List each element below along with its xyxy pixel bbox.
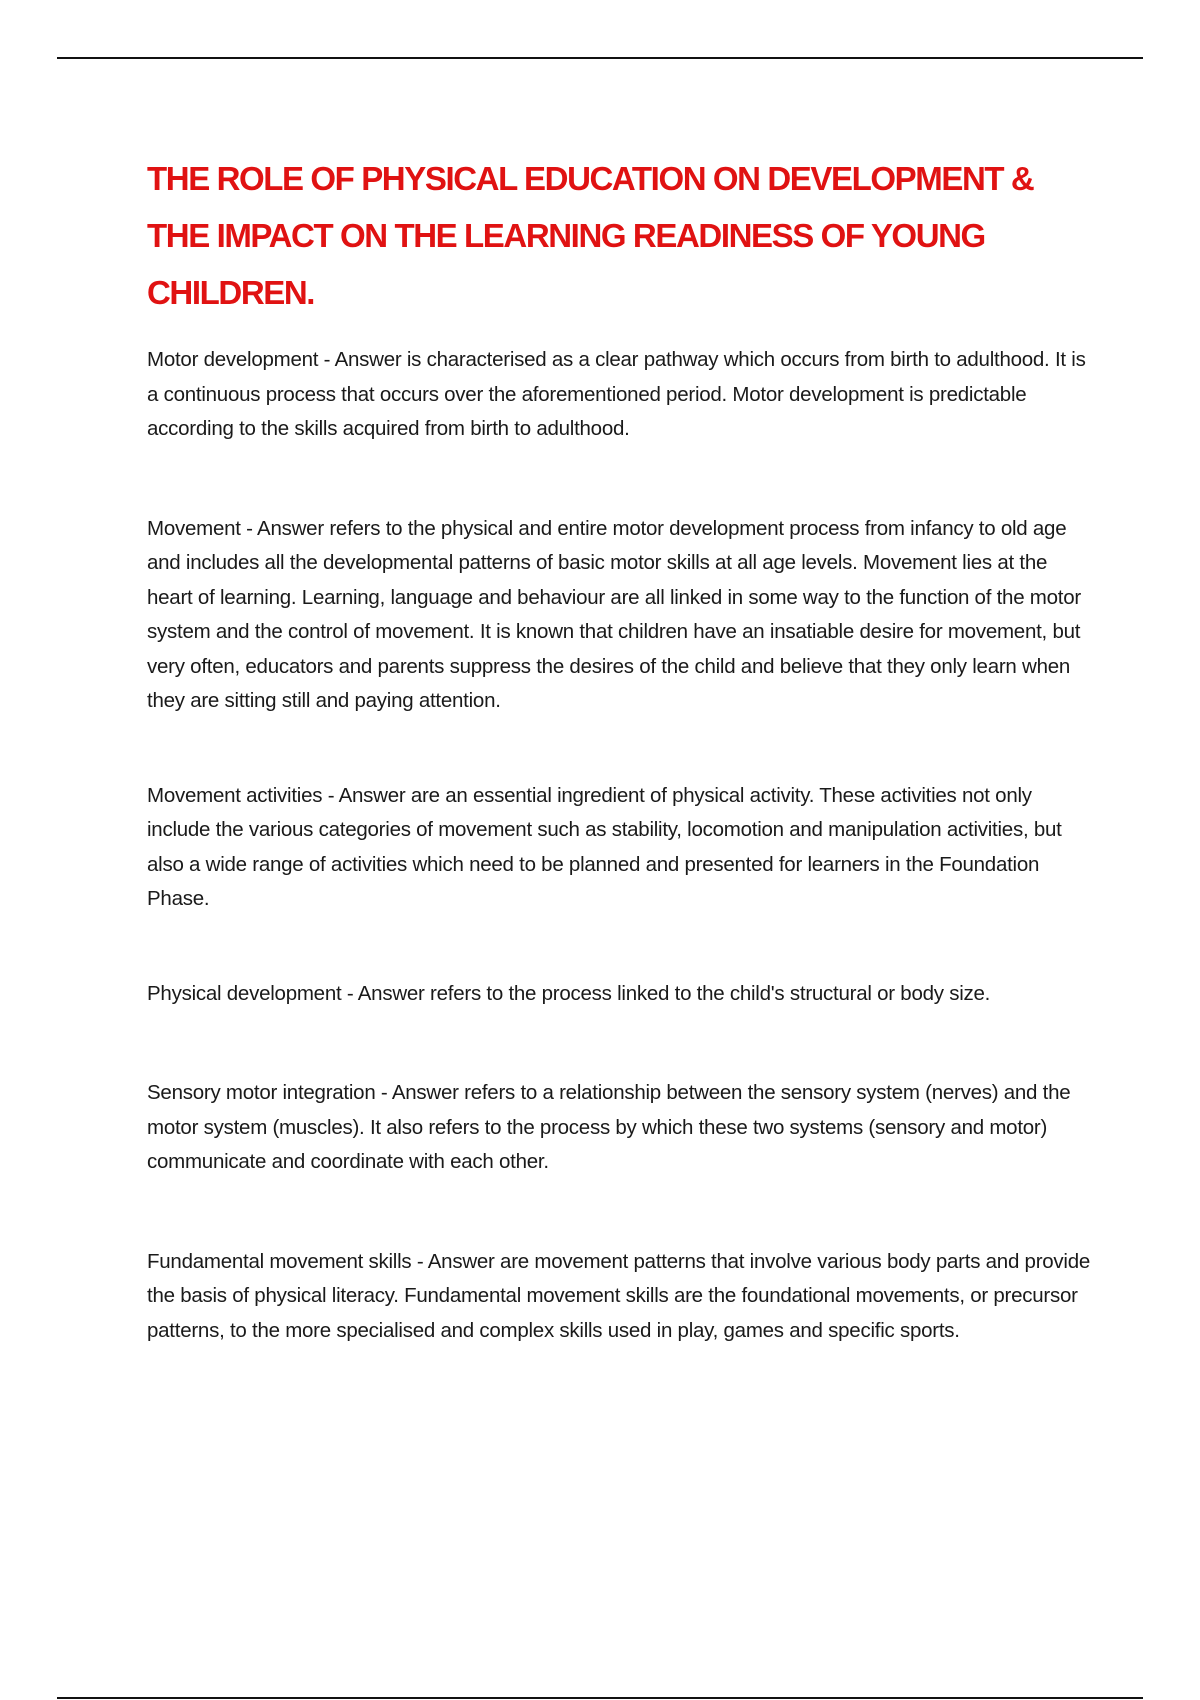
document-body	[147, 150, 1097, 1413]
bottom-rule	[57, 1697, 1143, 1699]
document-title: THE ROLE OF PHYSICAL EDUCATION ON DEVELOPMENT & THE IMPACT ON THE LEARNING READINESS OF YOUNG CHILDREN.	[147, 160, 1034, 311]
entry-fundamental-movement-skills: Fundamental movement skills - Answer are movement patterns that involve various body parts and provide the basis of physical literacy. Fundamental movement skills are the foundational movements, or precursor patterns, to the more specialised and complex skills used in play, games and specific sports.	[147, 1249, 1091, 1342]
top-rule	[57, 57, 1143, 59]
entry-movement-activities: Movement activities - Answer are an essential ingredient of physical activity. These activities not only include the various categories of movement such as stability, locomotion and manipulation activities, but also a wide range of activities which need to be planned and presented for learners in the Foundation Phase.	[147, 783, 1062, 910]
entry-movement: Movement - Answer refers to the physical and entire motor development process from infancy to old age and includes all the developmental patterns of basic motor skills at all age levels. Movement lies at the heart of learning. Learning, language and behaviour are all linked in some way to the function of the motor system and the control of movement. It is known that children have an insatiable desire for movement, but very often, educators and parents suppress the desires of the child and believe that they only learn when they are sitting still and paying attention.	[147, 516, 1081, 712]
entry-sensory-motor-integration: Sensory motor integration - Answer refers to a relationship between the sensory system (nerves) and the motor system (muscles). It also refers to the process by which these two systems (sensory and motor) communicate and coordinate with each other.	[147, 1081, 1071, 1173]
entry-motor-development: Motor development - Answer is characterised as a clear pathway which occurs from birth to adulthood. It is a continuous process that occurs over the aforementioned period. Motor development is predictable according to the skills acquired from birth to adulthood.	[147, 348, 1086, 440]
entry-physical-development: Physical development - Answer refers to the process linked to the child's structural or body size.	[147, 981, 991, 1005]
